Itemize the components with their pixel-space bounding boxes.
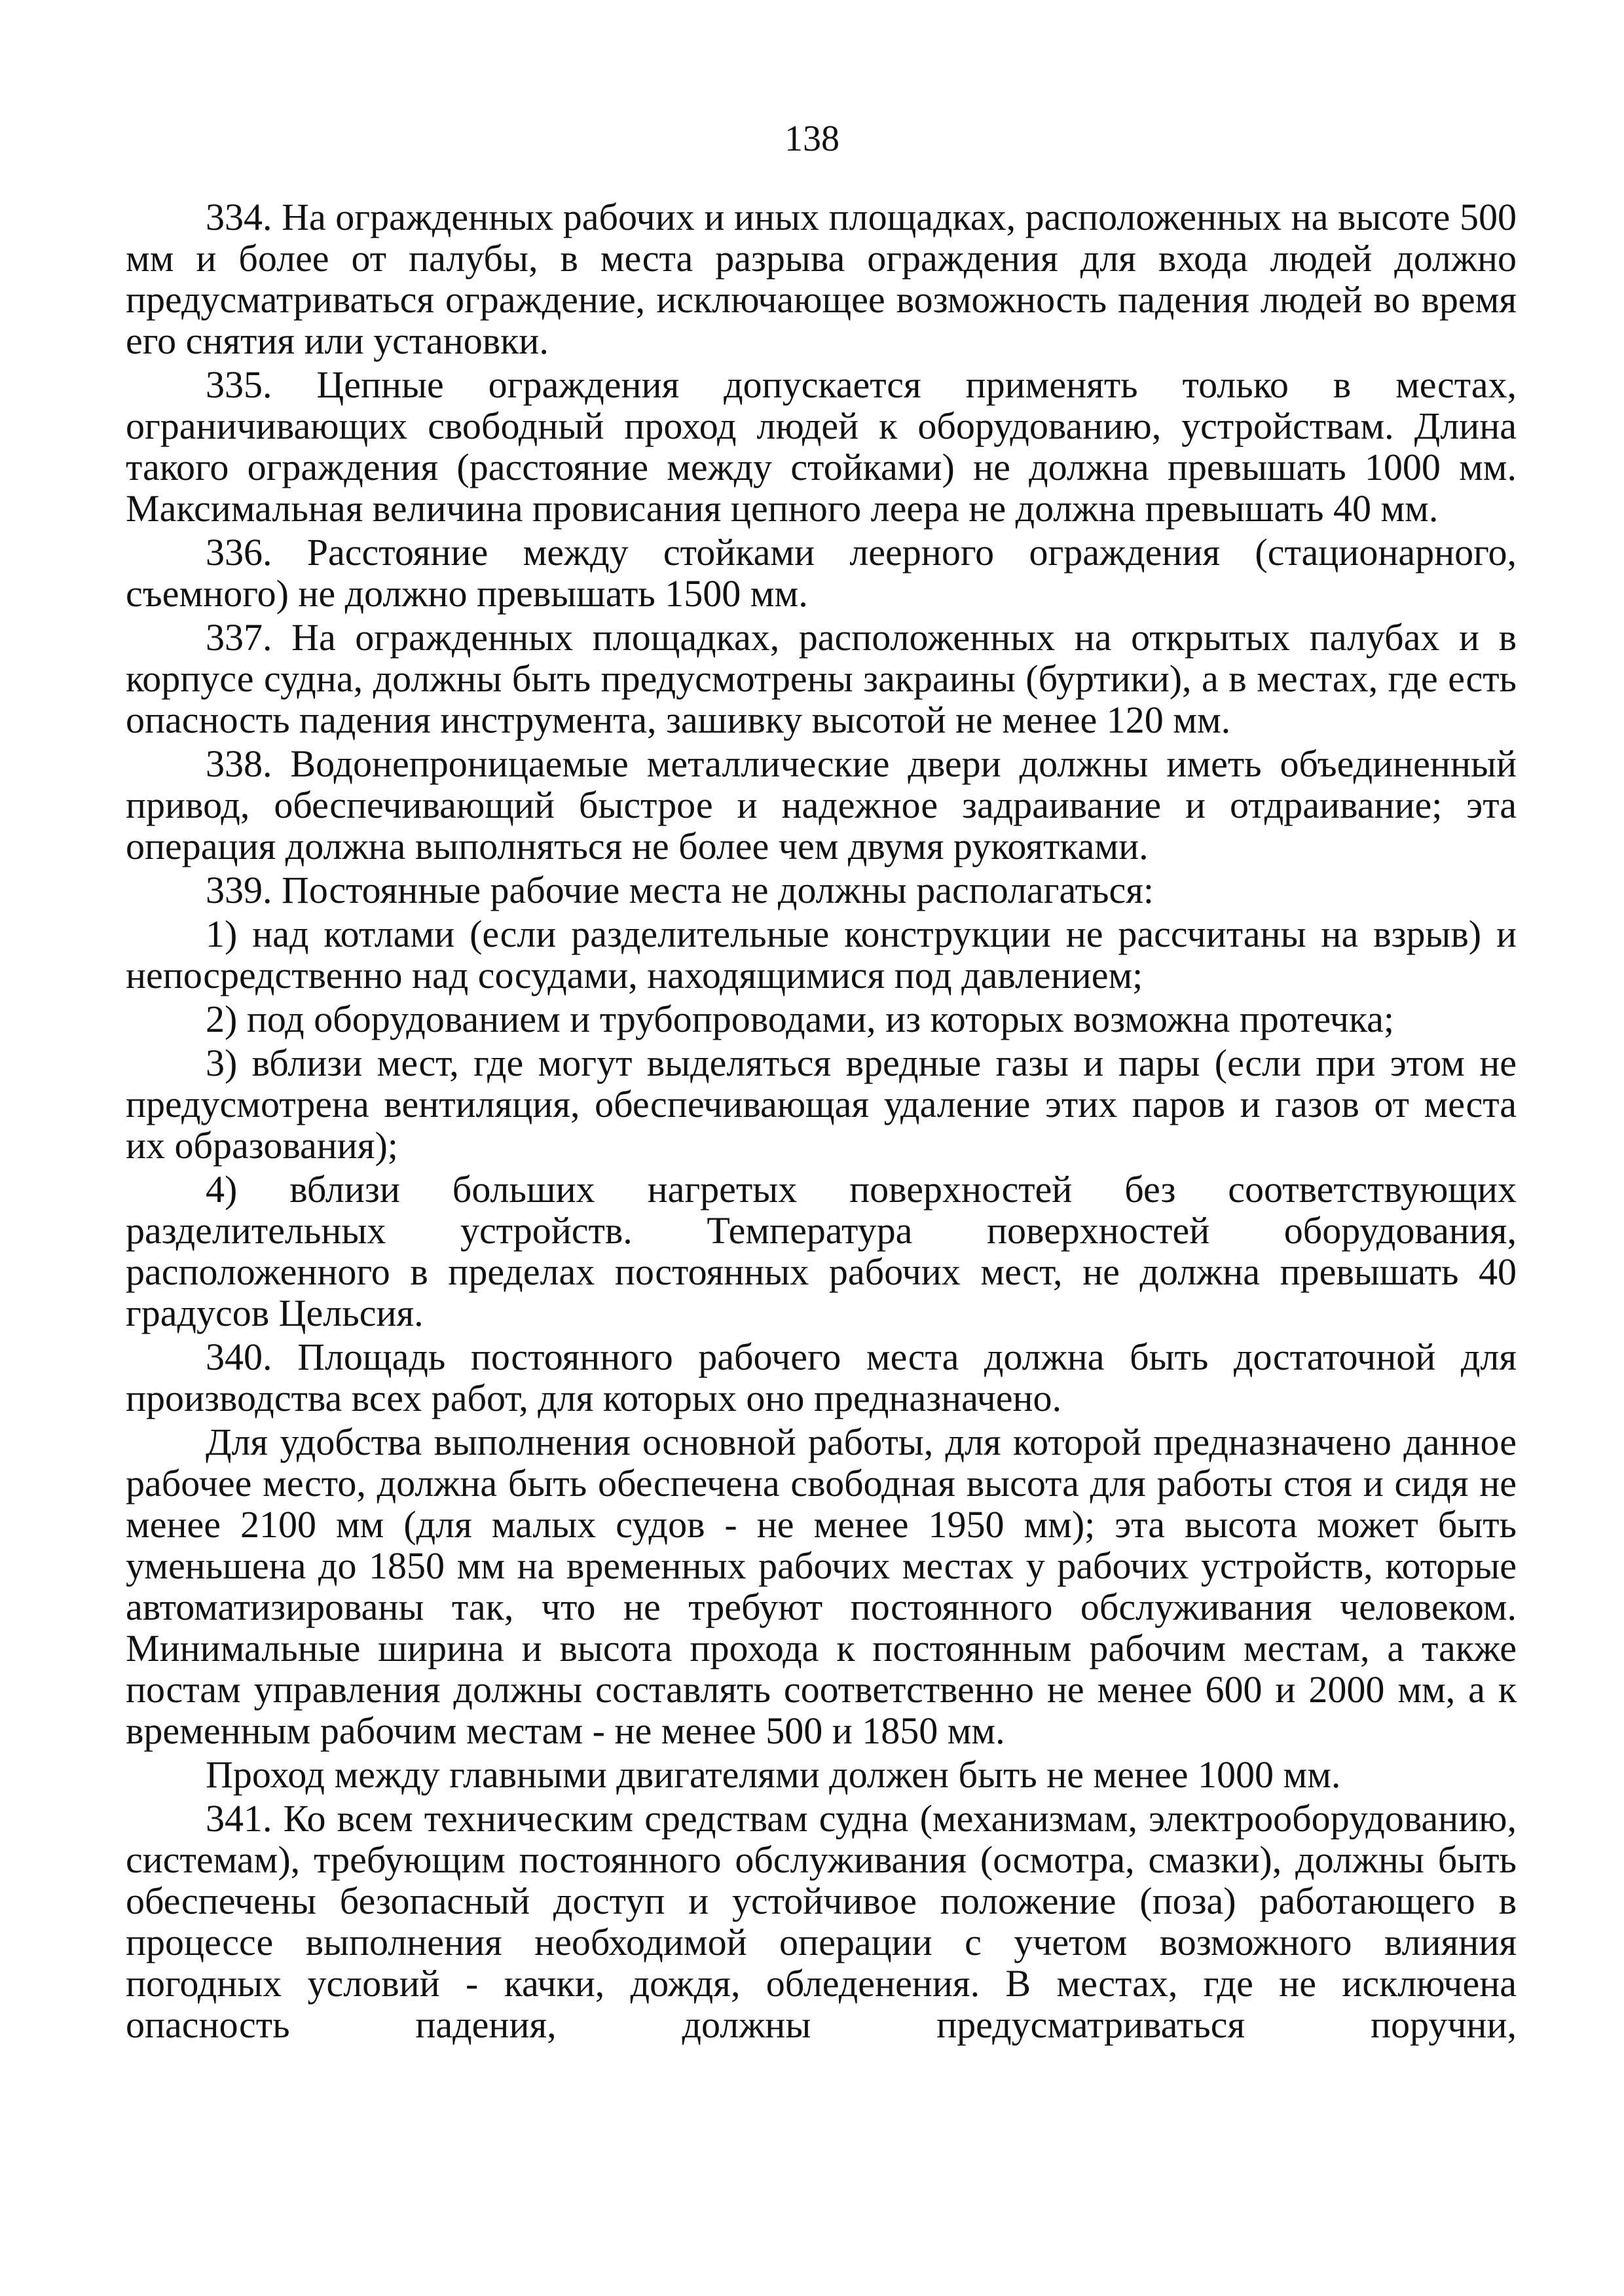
paragraph-334: 334. На огражденных рабочих и иных площадках, расположенных на высоте 500 мм и более от палубы, в места разрыва ограждения для входа людей должно предусматриваться ограждение, исключающее возможность падения людей во время его снятия или установки. <box>126 196 1517 362</box>
list-item-1: 1) над котлами (если разделительные конструкции не рассчитаны на взрыв) и непосредственно над сосудами, находящимися под давлением; <box>126 913 1517 996</box>
document-body <box>126 196 1517 2048</box>
list-item-4: 4) вблизи больших нагретых поверхностей без соответствующих разделительных устройств. Температура поверхностей оборудования, расположенного в пределах постоянных рабочих мест, не должна превышать 40 градусов Цельсия. <box>126 1168 1517 1334</box>
list-item-3: 3) вблизи мест, где могут выделяться вредные газы и пары (если при этом не предусмотрена вентиляция, обеспечивающая удаление этих паров и газов от места их образования); <box>126 1042 1517 1167</box>
paragraph-335: 335. Цепные ограждения допускается применять только в местах, ограничивающих свободный проход людей к оборудованию, устройствам. Длина такого ограждения (расстояние между стойками) не должна превышать 1000 мм. Максимальная величина провисания цепного леера не должна превышать 40 мм. <box>126 363 1517 530</box>
list-item-2: 2) под оборудованием и трубопроводами, из которых возможна протечка; <box>206 998 1395 1040</box>
page-number: 138 <box>784 118 840 159</box>
paragraph-337: 337. На огражденных площадках, расположенных на открытых палубах и в корпусе судна, должны быть предусмотрены закраины (буртики), а в местах, где есть опасность падения инструмента, зашивку высотой не менее 120 мм. <box>126 616 1517 741</box>
paragraph-336: 336. Расстояние между стойками леерного ограждения (стационарного, съемного) не должно превышать 1500 мм. <box>126 531 1517 615</box>
paragraph-340: 340. Площадь постоянного рабочего места должна быть достаточной для производства всех работ, для которых оно предназначено. <box>126 1336 1517 1419</box>
paragraph-340-engines: Проход между главными двигателями должен быть не менее 1000 мм. <box>206 1753 1341 1796</box>
paragraph-339: 339. Постоянные рабочие места не должны располагаться: <box>206 869 1154 911</box>
paragraph-338: 338. Водонепроницаемые металлические двери должны иметь объединенный привод, обеспечивающий быстрое и надежное задраивание и отдраивание; эта операция должна выполняться не более чем двумя рукоятками. <box>126 742 1517 867</box>
paragraph-340-continued: Для удобства выполнения основной работы, для которой предназначено данное рабочее место, должна быть обеспечена свободная высота для работы стоя и сидя не менее 2100 мм (для малых судов - не менее 1950 мм); эта высота может быть уменьшена до 1850 мм на временных рабочих местах у рабочих устройств, которые автоматизированы так, что не требуют постоянного обслуживания человеком. Минимальные ширина и высота прохода к постоянным рабочим местам, а также постам управления должны составлять соответственно не менее 600 и 2000 мм, а к временным рабочим местам - не менее 500 и 1850 мм. <box>126 1421 1517 1752</box>
paragraph-341: 341. Ко всем техническим средствам судна (механизмам, электрооборудованию, системам), требующим постоянного обслуживания (осмотра, смазки), должны быть обеспечены безопасный доступ и устойчивое положение (поза) работающего в процессе выполнения необходимой операции с учетом возможного влияния погодных условий - качки, дождя, обледенения. В местах, где не исключена опасность падения, должны предусматриваться поручни, <box>126 1797 1517 2046</box>
